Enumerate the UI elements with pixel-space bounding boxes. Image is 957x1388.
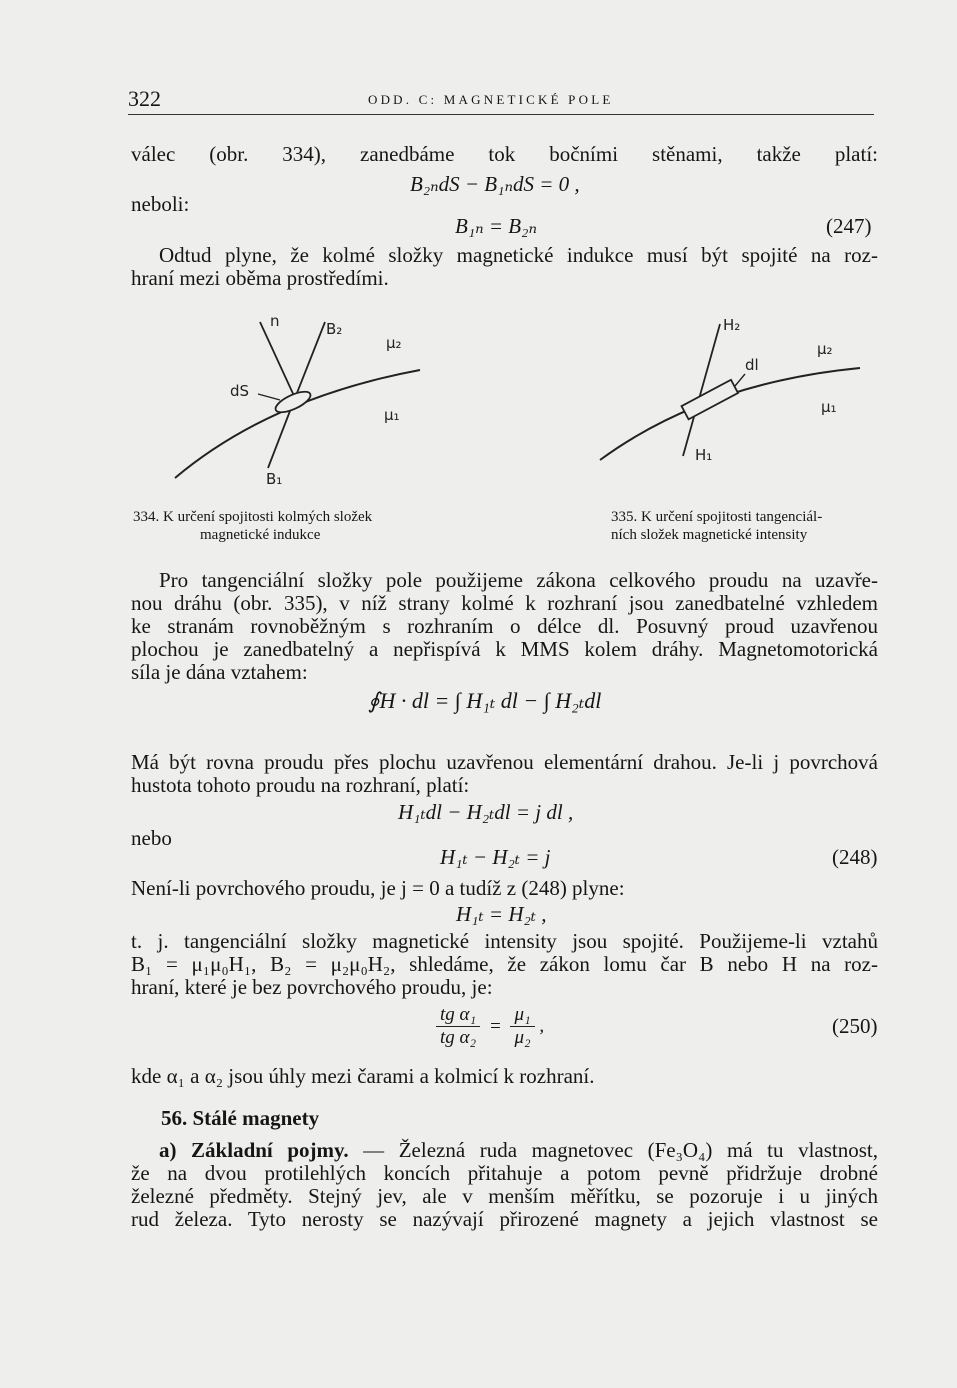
- fig334-label-mu2: μ₂: [386, 334, 402, 352]
- equation-integral: ∮H · dl = ∫ H₁ₜ dl − ∫ H₂ₜdl: [368, 688, 602, 713]
- text-line-first: [159, 1138, 878, 1163]
- equation-250: $\frac{\text{tg α₁}}{\text{tg α₂}}$ = $\frac{\text{μ₁}}{\text{μ₂}}$ ,: [436, 1004, 544, 1049]
- page-number: 322: [128, 86, 161, 111]
- fig334-label-ds: dS: [230, 382, 250, 400]
- text-line: Má být rovna proudu přes plochu uzavřenou elementární drahou. Je-li j povrchová: [131, 750, 878, 774]
- text-line: síla je dána vztahem:: [131, 660, 308, 684]
- text-line: plochou je zanedbatelný a nepřispívá k MMS kolem dráhy. Magnetomotorická: [131, 637, 878, 661]
- text-line: válec (obr. 334), zanedbáme tok bočními stěnami, takže platí:: [131, 142, 878, 166]
- text-line: Není-li povrchového proudu, je j = 0 a tudíž z (248) plyne:: [131, 876, 625, 900]
- equation-1: B₂ₙdS − B₁ₙdS = 0 ,: [410, 172, 580, 196]
- equation-249: H₁ₜ = H₂ₜ ,: [456, 902, 547, 926]
- caption-334-line2: magnetické indukce: [200, 527, 321, 543]
- fig334-ds-pointer: [258, 394, 280, 400]
- figure-334: [160, 308, 460, 498]
- fig334-label-b2: B₂: [326, 320, 343, 338]
- fig334-b2-line: [295, 322, 325, 398]
- text-nebo: nebo: [131, 826, 172, 850]
- text-line: Pro tangenciální složky pole použijeme zákona celkového proudu na uzavře-: [159, 568, 878, 592]
- text-line: hustota tohoto proudu na rozhraní, platí:: [131, 773, 470, 797]
- fig335-label-h2: H₂: [723, 316, 741, 334]
- fig335-loop-rectangle: [682, 380, 738, 420]
- paragraph-lead-rest: — Železná ruda magnetovec (Fe₃O₄) má tu vlastnost,: [348, 1138, 878, 1162]
- fig334-label-n: n: [270, 312, 280, 330]
- equation-247: B₁ₙ = B₂ₙ: [455, 214, 537, 238]
- fig335-label-dl: dl: [745, 356, 759, 374]
- text-line: t. j. tangenciální složky magnetické intensity jsou spojité. Použijeme-li vztahů: [131, 929, 878, 953]
- caption-334-line1: 334. K určení spojitosti kolmých složek: [133, 509, 373, 525]
- text-line: nou dráhu (obr. 335), v níž strany kolmé k rozhraní jsou zanedbatelné vzhledem: [131, 591, 878, 615]
- section-heading: 56. Stálé magnety: [161, 1106, 320, 1130]
- header-rule: [128, 114, 874, 115]
- text-line: že na dvou protilehlých koncích přitahuje a potom pevně přidržuje drobné: [131, 1161, 878, 1185]
- fig334-label-b1: B₁: [266, 470, 283, 488]
- equation-number-247: (247): [826, 214, 872, 238]
- fig334-label-mu1: μ₁: [384, 406, 400, 424]
- equation-h: H₁ₜdl − H₂ₜdl = j dl ,: [398, 800, 574, 824]
- text-line: železné předměty. Stejný jev, ale v menším měřítku, se pozoruje i u jiných: [131, 1184, 878, 1208]
- text-line: hraní, které je bez povrchového proudu, je:: [131, 975, 493, 999]
- equation-number-248: (248): [832, 845, 878, 869]
- tangent-fraction: $\frac{\text{tg α₁}}{\text{tg α₂}}$: [436, 1004, 480, 1049]
- caption-335-line2: ních složek magnetické intensity: [611, 527, 808, 543]
- fig334-interface-curve: [175, 370, 420, 478]
- mu-fraction: $\frac{\text{μ₁}}{\text{μ₂}}$: [510, 1004, 534, 1049]
- text-line: hraní mezi oběma prostředími.: [131, 266, 389, 290]
- fig335-label-mu2: μ₂: [817, 340, 833, 358]
- caption-335-line1: 335. K určení spojitosti tangenciál-: [611, 509, 823, 525]
- running-header: ODD. C: MAGNETICKÉ POLE: [368, 92, 614, 107]
- equation-248: H₁ₜ − H₂ₜ = j: [440, 845, 551, 869]
- text-line: Odtud plyne, že kolmé složky magnetické indukce musí být spojité na roz-: [159, 243, 878, 267]
- figure-335: [585, 308, 885, 498]
- fig335-dl-pointer: [735, 374, 745, 386]
- fig335-label-mu1: μ₁: [821, 398, 837, 416]
- equation-number-250: (250): [832, 1014, 878, 1038]
- text-line: B₁ = μ₁μ₀H₁, B₂ = μ₂μ₀H₂, shledáme, že zákon lomu čar B nebo H na roz-: [131, 952, 878, 976]
- text-line: ke stranám rovnoběžným s rozhraním o délce dl. Posuvný proud uzavřenou: [131, 614, 878, 638]
- fig334-normal-line: [260, 322, 295, 398]
- paragraph-lead: a) Základní pojmy.: [159, 1138, 349, 1162]
- text-line: kde α₁ a α₂ jsou úhly mezi čarami a kolmicí k rozhraní.: [131, 1064, 595, 1088]
- text-line: rud železa. Tyto nerosty se nazývají přirozené magnety a jejich vlastnost se: [131, 1207, 878, 1231]
- text-neboli: neboli:: [131, 192, 190, 216]
- fig335-label-h1: H₁: [695, 446, 713, 464]
